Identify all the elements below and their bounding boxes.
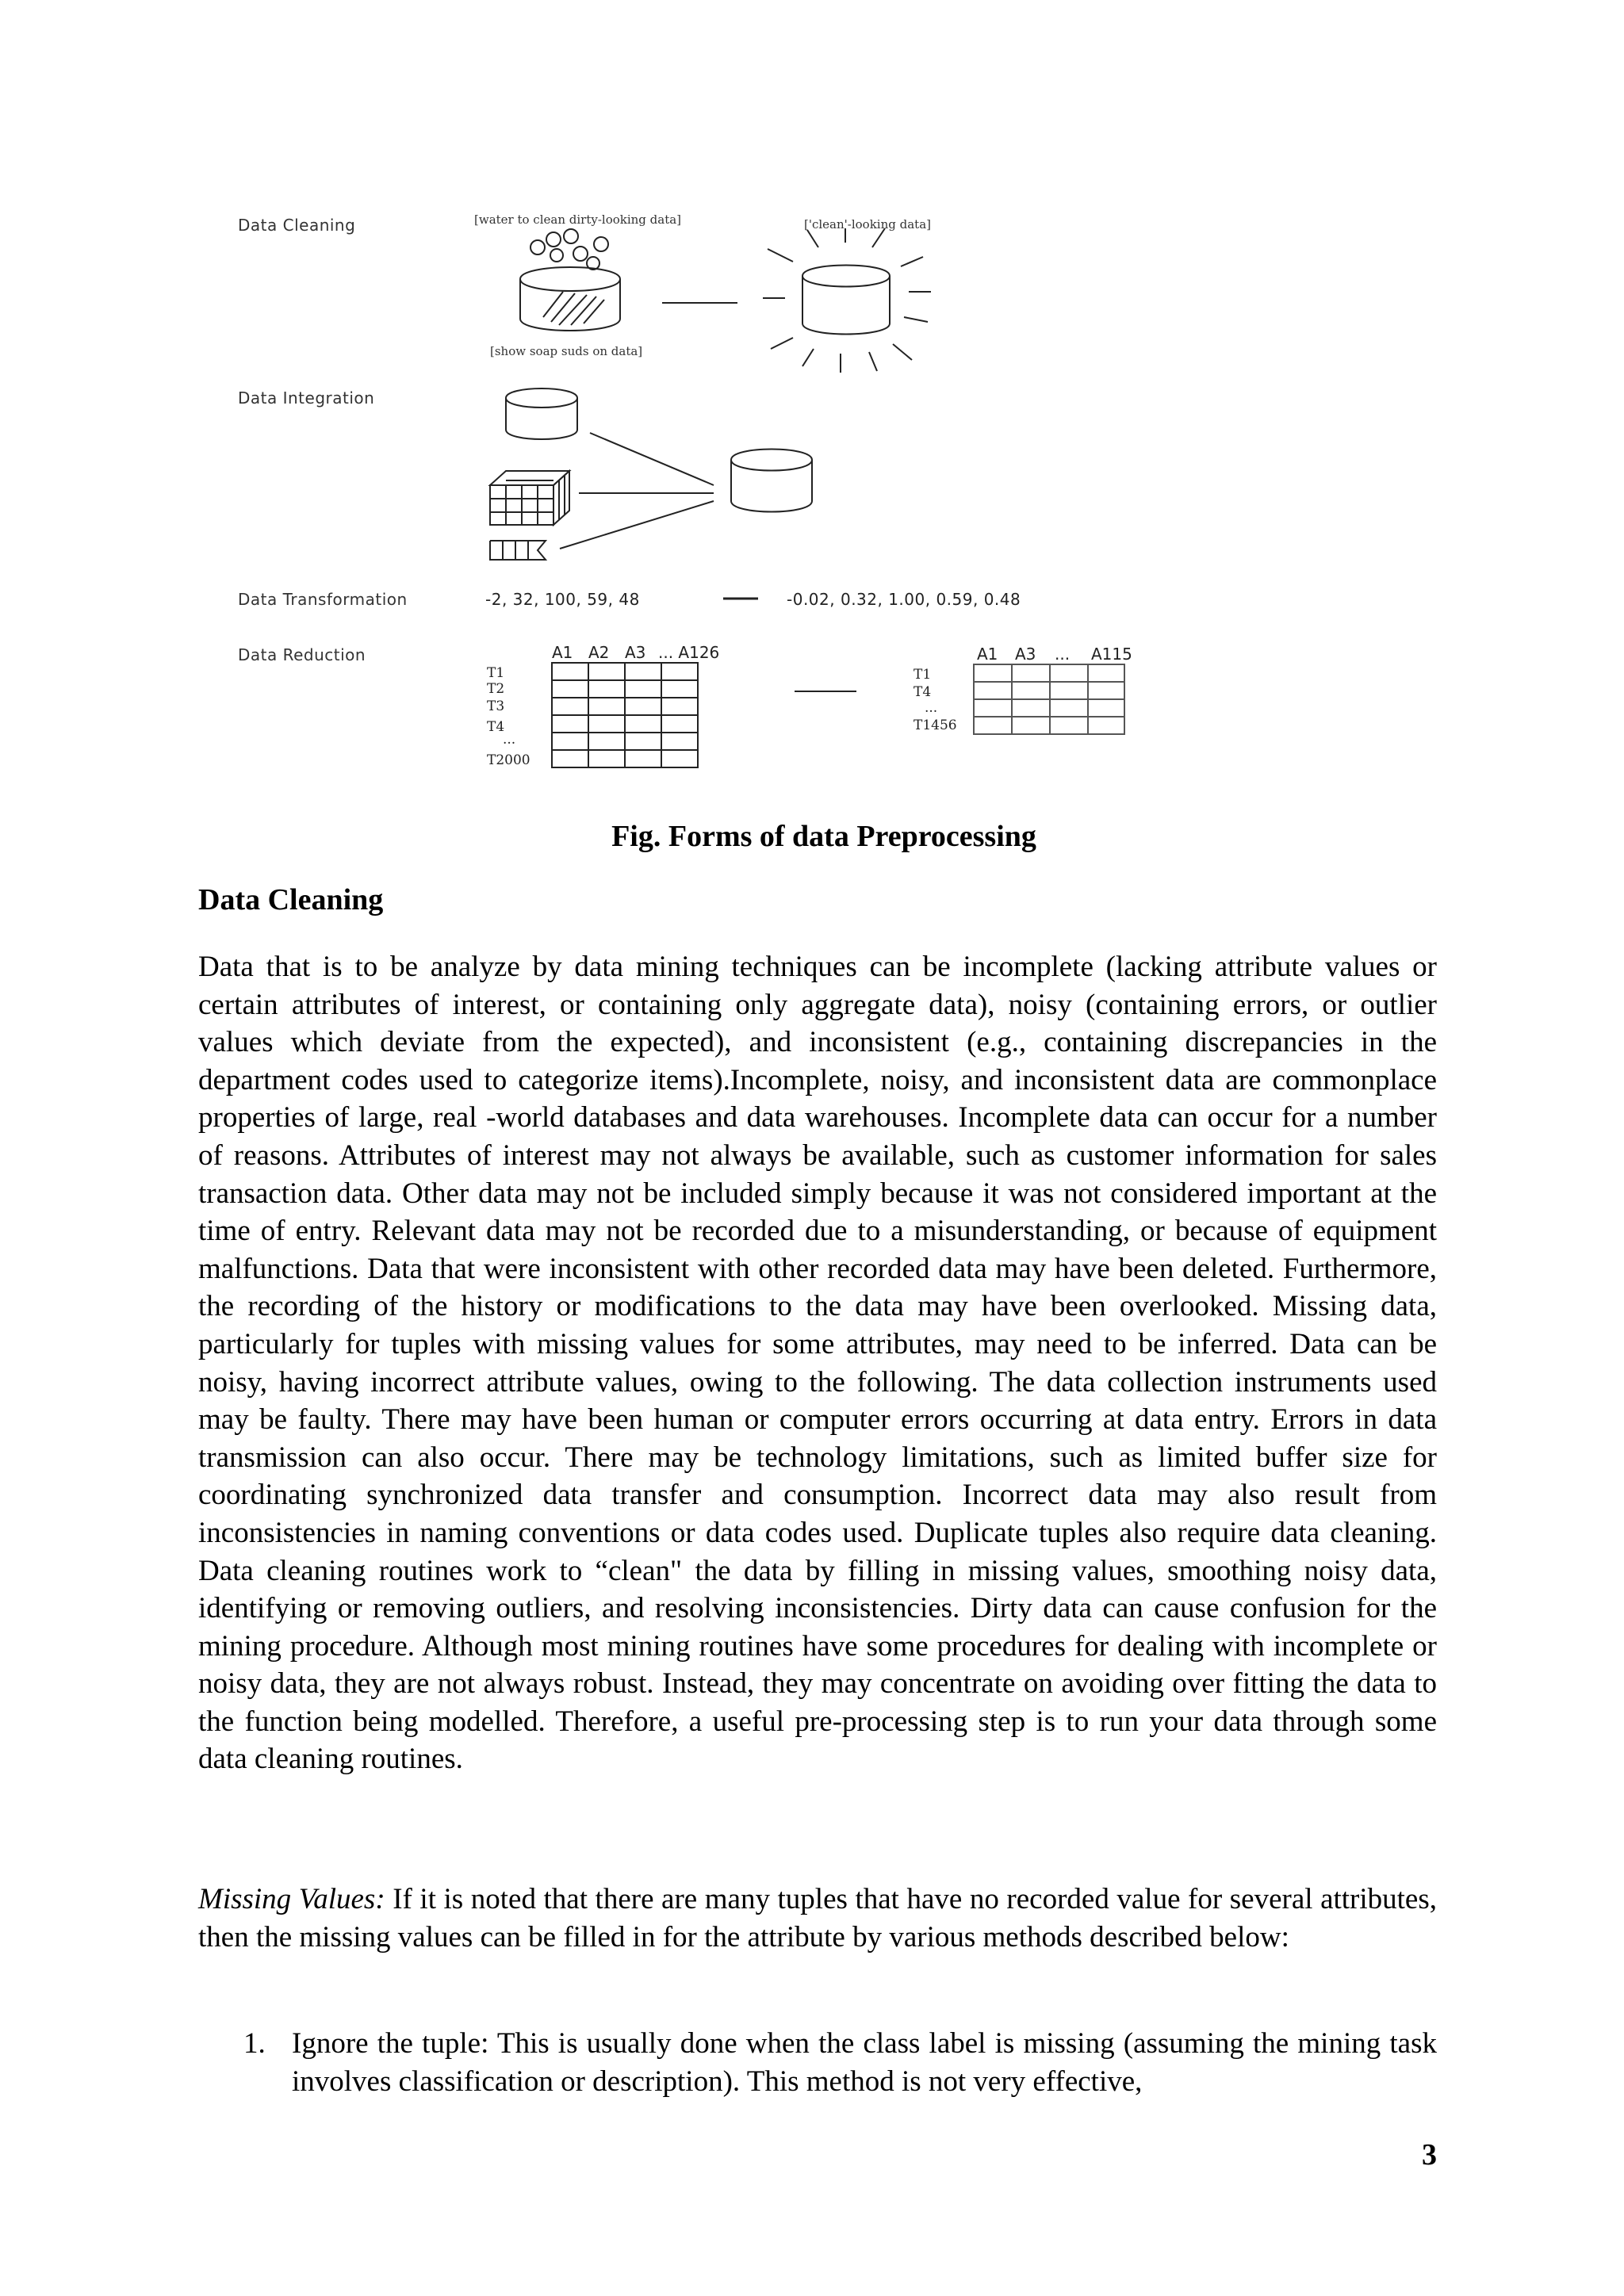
label-data-reduction: Data Reduction xyxy=(238,645,366,664)
right-row-ellipsis: ... xyxy=(925,700,938,716)
left-row-t2: T2 xyxy=(487,681,505,697)
right-col-a115: A115 xyxy=(1091,645,1132,664)
source-flat-file-icon xyxy=(490,541,546,560)
label-data-cleaning: Data Cleaning xyxy=(238,216,356,235)
body-paragraph-1: Data that is to be analyze by data mining techniques can be incomplete (lacking attribute values or certain attributes of interest, or containing only aggregate data), noisy (containing errors, or outlier values which deviate from the expected), and inconsistent (e.g., containing discrepancies in the department codes used to categorize items).Incomplete, noisy, and inconsistent data are commonplace properties of large, real -world databases and data warehouses. Incomplete data can occur for a number of reasons. Attributes of interest may not always be available, such as customer information for sales transaction data. Other data may not be included simply because it was not considered important at the time of entry. Relevant data may not be recorded due to a misunderstanding, or because of equipment malfunctions. Data that were inconsistent with other recorded data may have been deleted. Furthermore, the recording of the history or modifications to the data may have been overlooked. Missing data, particularly for tuples with missing values for some attributes, may need to be inferred. Data can be noisy, having incorrect attribute values, owing to the following. The data collection instruments used may be faulty. There may have been human or computer errors occurring at data entry. Errors in data transmission can also occur. There may be technology limitations, such as limited buffer size for coordinating synchronized data transfer and consumption. Incorrect data may also result from inconsistencies in naming conventions or data codes used. Duplicate tuples also require data cleaning. Data cleaning routines work to “clean" the data by filling in missing values, smoothing noisy data, identifying or removing outliers, and resolving inconsistencies. Dirty data can cause confusion for the mining procedure. Although most mining routines have some procedures for dealing with incomplete or noisy data, they are not always robust. Instead, they may concentrate on avoiding over fitting the data to the function being modelled. Therefore, a useful pre-processing step is to run your data through some data cleaning routines. xyxy=(198,951,1437,1776)
left-row-t3: T3 xyxy=(487,698,505,714)
source-database-cylinder-icon xyxy=(506,388,577,439)
figure-drawing xyxy=(238,198,1189,785)
right-row-t1456: T1456 xyxy=(914,718,957,733)
left-col-a3: A3 xyxy=(625,643,646,662)
missing-values-label: Missing Values: xyxy=(198,1883,385,1915)
section-heading: Data Cleaning xyxy=(198,883,384,916)
clean-data-cylinder-icon xyxy=(763,228,931,373)
label-data-transformation: Data Transformation xyxy=(238,590,408,609)
list-item-text: Ignore the tuple: This is usually done when the class label is missing (assuming the mining task involves classification or description). This method is not very effective, xyxy=(292,2027,1437,2098)
left-col-a126: ... A126 xyxy=(658,643,720,662)
right-col-a1: A1 xyxy=(977,645,998,664)
left-row-t1: T1 xyxy=(487,665,505,681)
right-row-t4: T4 xyxy=(914,684,932,700)
right-col-a3: A3 xyxy=(1015,645,1036,664)
transformation-after: -0.02, 0.32, 1.00, 0.59, 0.48 xyxy=(787,590,1021,609)
note-clean-looking: ['clean'-looking data] xyxy=(804,217,931,232)
preprocessing-figure xyxy=(238,198,1189,785)
left-row-t2000: T2000 xyxy=(487,752,530,768)
note-soap-suds: [show soap suds on data] xyxy=(490,344,643,358)
right-col-ellipsis: ... xyxy=(1055,645,1071,664)
right-row-t1: T1 xyxy=(914,667,932,683)
figure-caption: Fig. Forms of data Preprocessing xyxy=(611,820,1036,853)
source-data-cube-icon xyxy=(490,471,569,525)
methods-list xyxy=(198,2025,1437,2100)
left-col-a2: A2 xyxy=(588,643,610,662)
list-item-number: 1. xyxy=(243,2027,266,2060)
integrated-database-cylinder-icon xyxy=(731,450,812,512)
page-number: 3 xyxy=(1422,2138,1437,2172)
left-row-ellipsis: ... xyxy=(503,732,516,748)
reduced-data-table xyxy=(974,664,1124,734)
integration-arrow-3 xyxy=(560,501,714,549)
original-data-table xyxy=(552,663,698,767)
left-row-t4: T4 xyxy=(487,719,505,735)
label-data-integration: Data Integration xyxy=(238,388,375,408)
left-col-a1: A1 xyxy=(552,643,573,662)
transformation-before: -2, 32, 100, 59, 48 xyxy=(485,590,640,609)
note-water: [water to clean dirty-looking data] xyxy=(474,212,682,227)
body-paragraph-2 xyxy=(198,1881,1437,1956)
list-item xyxy=(198,2025,1437,2100)
integration-arrow-1 xyxy=(590,433,714,485)
dirty-data-cylinder-icon xyxy=(520,229,620,331)
missing-values-text: If it is noted that there are many tuples that have no recorded value for several attributes, then the missing values can be filled in for the attribute by various methods described below: xyxy=(198,1883,1438,1954)
